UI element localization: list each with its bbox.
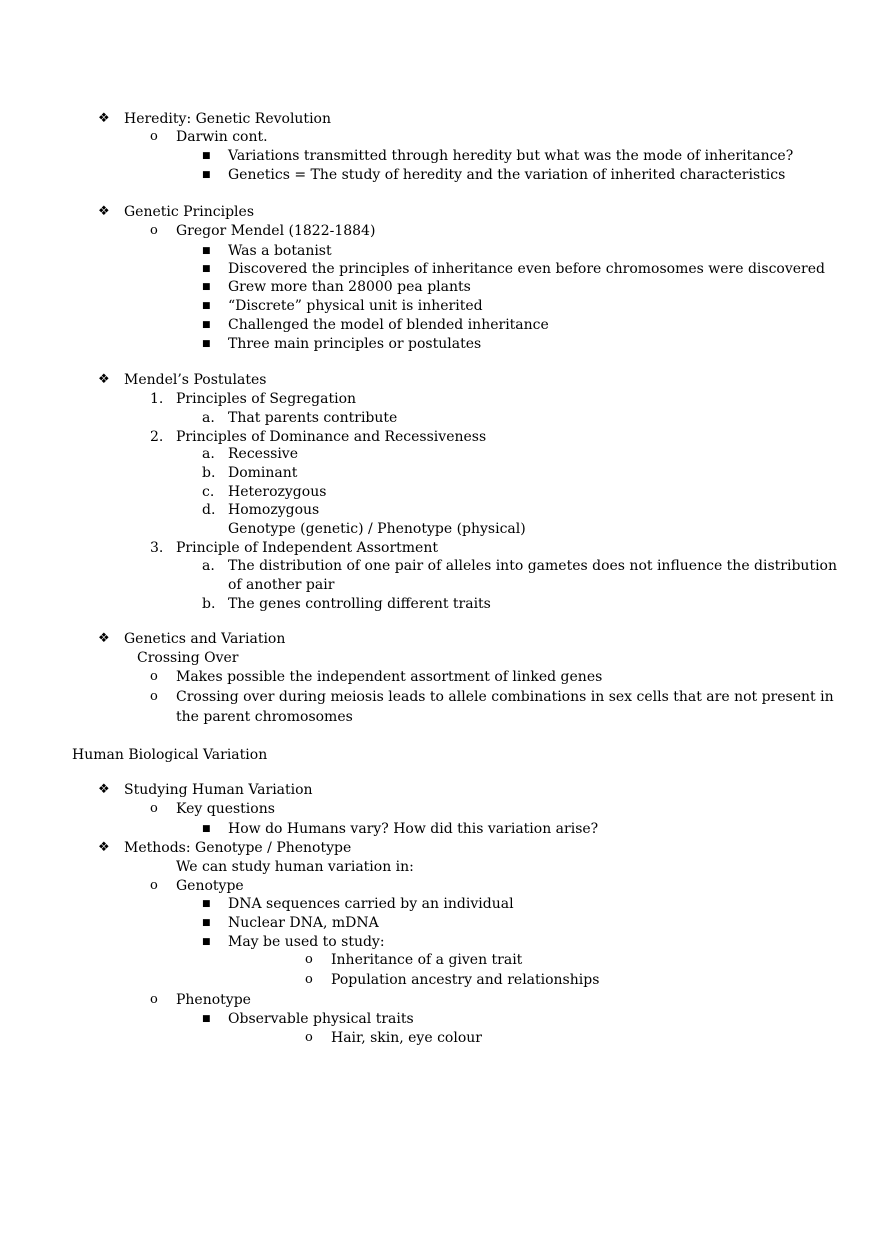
methods-intro: We can study human variation in: [176,859,414,875]
list-item: Hair, skin, eye colour [331,1030,482,1046]
list-item-continuation: of another pair [228,577,335,593]
diamond-bullet-icon: ❖ [98,631,110,646]
square-bullet-icon: ■ [202,301,211,311]
square-bullet-icon: ■ [202,264,211,274]
circle-bullet-icon: o [150,223,158,238]
subheading-crossing-over: Crossing Over [137,650,239,666]
heading-genetic-principles: Genetic Principles [124,204,254,220]
diamond-bullet-icon: ❖ [98,372,110,387]
list-item: The distribution of one pair of alleles into gametes does not influence the distribution [228,558,837,574]
square-bullet-icon: ■ [202,282,211,292]
diamond-bullet-icon: ❖ [98,204,110,219]
circle-bullet-icon: o [150,992,158,1007]
circle-bullet-icon: o [150,689,158,704]
list-item: Dominant [228,465,298,481]
list-number: 2. [150,429,164,445]
list-item: Principle of Independent Assortment [176,540,438,556]
list-letter: a. [202,558,215,574]
list-number: 3. [150,540,164,556]
square-bullet-icon: ■ [202,937,211,947]
list-item: Crossing over during meiosis leads to allele combinations in sex cells that are not present in [176,689,834,705]
circle-bullet-icon: o [305,972,313,987]
genotype-phenotype-note: Genotype (genetic) / Phenotype (physical) [228,521,526,537]
square-bullet-icon: ■ [202,899,211,909]
square-bullet-icon: ■ [202,1014,211,1024]
list-item: That parents contribute [228,410,398,426]
diamond-bullet-icon: ❖ [98,782,110,797]
list-item: Phenotype [176,992,251,1008]
list-item: The genes controlling different traits [228,596,491,612]
list-item: Principles of Segregation [176,391,357,407]
diamond-bullet-icon: ❖ [98,111,110,126]
list-letter: a. [202,446,215,462]
heading-genetics-variation: Genetics and Variation [124,631,286,647]
heading-heredity: Heredity: Genetic Revolution [124,111,331,127]
square-bullet-icon: ■ [202,170,211,180]
list-item: Principles of Dominance and Recessiveness [176,429,487,445]
circle-bullet-icon: o [305,1030,313,1045]
list-item: Homozygous [228,502,320,518]
list-letter: d. [202,502,216,518]
heading-human-variation: Human Biological Variation [72,747,268,763]
list-item: Darwin cont. [176,129,268,145]
list-item: “Discrete” physical unit is inherited [228,298,483,314]
heading-methods: Methods: Genotype / Phenotype [124,840,352,856]
list-item: Was a botanist [228,243,332,259]
list-letter: c. [202,484,215,500]
circle-bullet-icon: o [150,878,158,893]
list-item: Heterozygous [228,484,327,500]
square-bullet-icon: ■ [202,320,211,330]
list-item: How do Humans vary? How did this variation arise? [228,821,599,837]
list-item: Discovered the principles of inheritance even before chromosomes were discovered [228,261,825,277]
circle-bullet-icon: o [305,952,313,967]
list-item: Recessive [228,446,298,462]
list-item-continuation: the parent chromosomes [176,709,353,725]
square-bullet-icon: ■ [202,246,211,256]
list-letter: b. [202,596,216,612]
list-letter: a. [202,410,215,426]
circle-bullet-icon: o [150,801,158,816]
list-item: Gregor Mendel (1822-1884) [176,223,376,239]
list-item: Three main principles or postulates [228,336,482,352]
square-bullet-icon: ■ [202,918,211,928]
list-item: Challenged the model of blended inheritance [228,317,549,333]
square-bullet-icon: ■ [202,339,211,349]
diamond-bullet-icon: ❖ [98,840,110,855]
list-item: Observable physical traits [228,1011,414,1027]
list-item: Variations transmitted through heredity but what was the mode of inheritance? [228,148,794,164]
heading-postulates: Mendel’s Postulates [124,372,267,388]
list-item: Grew more than 28000 pea plants [228,279,471,295]
list-item: Population ancestry and relationships [331,972,600,988]
list-number: 1. [150,391,164,407]
heading-studying: Studying Human Variation [124,782,313,798]
list-item: Genetics = The study of heredity and the variation of inherited characteristics [228,167,786,183]
circle-bullet-icon: o [150,669,158,684]
circle-bullet-icon: o [150,129,158,144]
list-item: Genotype [176,878,244,894]
square-bullet-icon: ■ [202,824,211,834]
list-item: Inheritance of a given trait [331,952,523,968]
square-bullet-icon: ■ [202,151,211,161]
list-item: Makes possible the independent assortment of linked genes [176,669,603,685]
list-letter: b. [202,465,216,481]
list-item: Nuclear DNA, mDNA [228,915,379,931]
list-item: Key questions [176,801,275,817]
list-item: May be used to study: [228,934,385,950]
list-item: DNA sequences carried by an individual [228,896,514,912]
